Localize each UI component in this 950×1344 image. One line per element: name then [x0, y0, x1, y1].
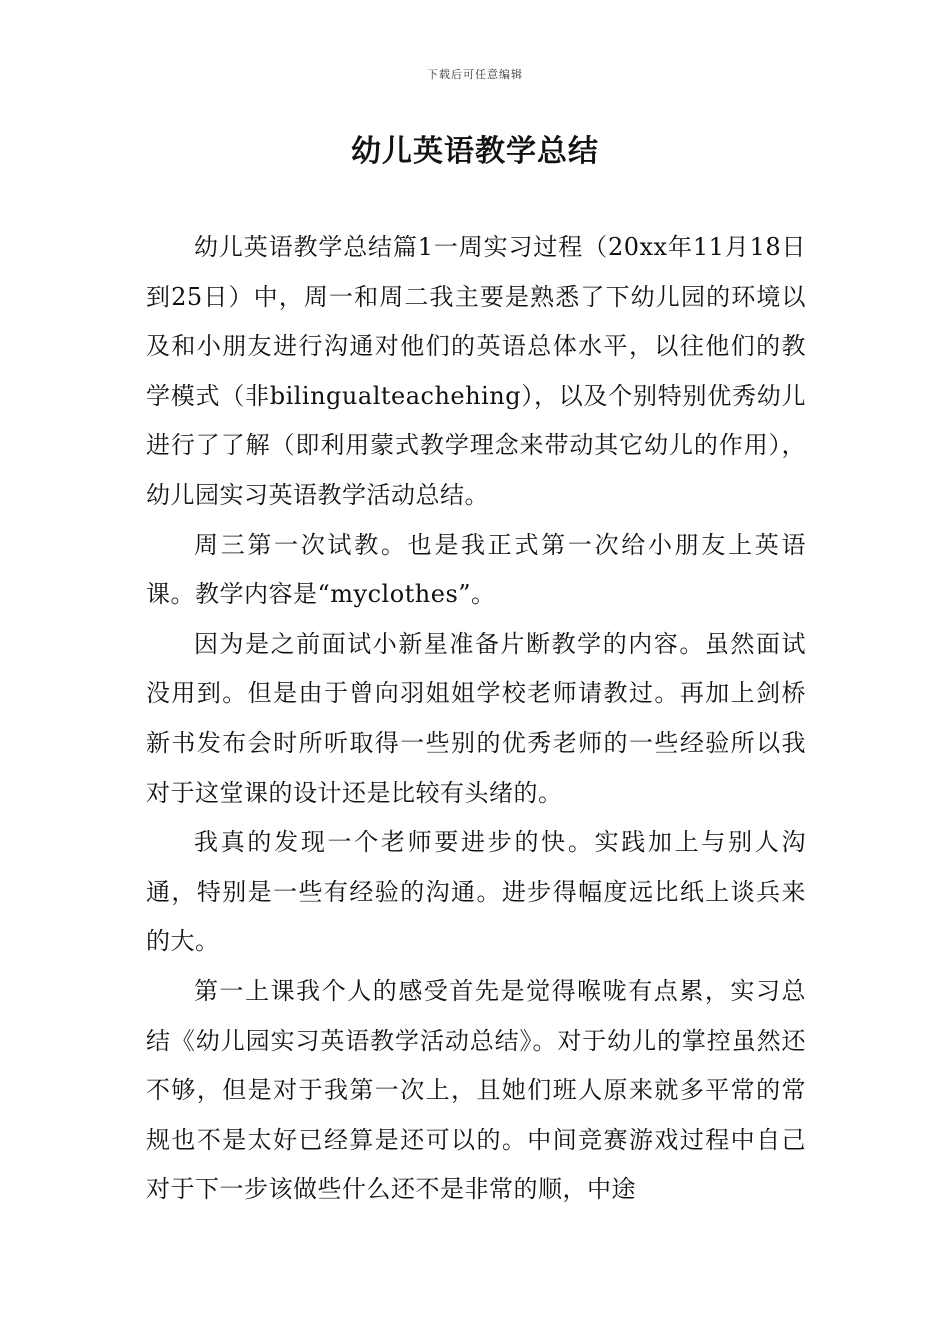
header-note: 下载后可任意编辑: [427, 68, 523, 81]
document-title: 幼儿英语教学总结: [351, 134, 599, 169]
paragraph-1: 幼儿英语教学总结篇1一周实习过程（20xx年11月18日到25日）中，周一和周二我主要是熟悉了下幼儿园的环境以及和小朋友进行沟通对他们的英语总体水平，以往他们的教学模式（非bilingualteachehing），以及个别特别优秀幼儿进行了了解（即利用蒙式教学理念来带动其它幼儿的作用），幼儿园实习英语教学活动总结。: [146, 233, 806, 509]
paragraph-4: 我真的发现一个老师要进步的快。实践加上与别人沟通，特别是一些有经验的沟通。进步得幅度远比纸上谈兵来的大。: [146, 828, 806, 956]
paragraph-5: 第一上课我个人的感受首先是觉得喉咙有点累，实习总结《幼儿园实习英语教学活动总结》。对于幼儿的掌控虽然还不够，但是对于我第一次上，且她们班人原来就多平常的常规也不是太好已经算是还可以的。中间竞赛游戏过程中自己对于下一步该做些什么还不是非常的顺，中途: [146, 976, 806, 1204]
paragraph-2: 周三第一次试教。也是我正式第一次给小朋友上英语课。教学内容是“myclothes”。: [146, 530, 806, 609]
paragraph-3: 因为是之前面试小新星准备片断教学的内容。虽然面试没用到。但是由于曾向羽姐姐学校老师请教过。再加上剑桥新书发布会时所听取得一些别的优秀老师的一些经验所以我对于这堂课的设计还是比较有头绪的。: [146, 629, 806, 807]
document-body: [146, 223, 806, 1215]
